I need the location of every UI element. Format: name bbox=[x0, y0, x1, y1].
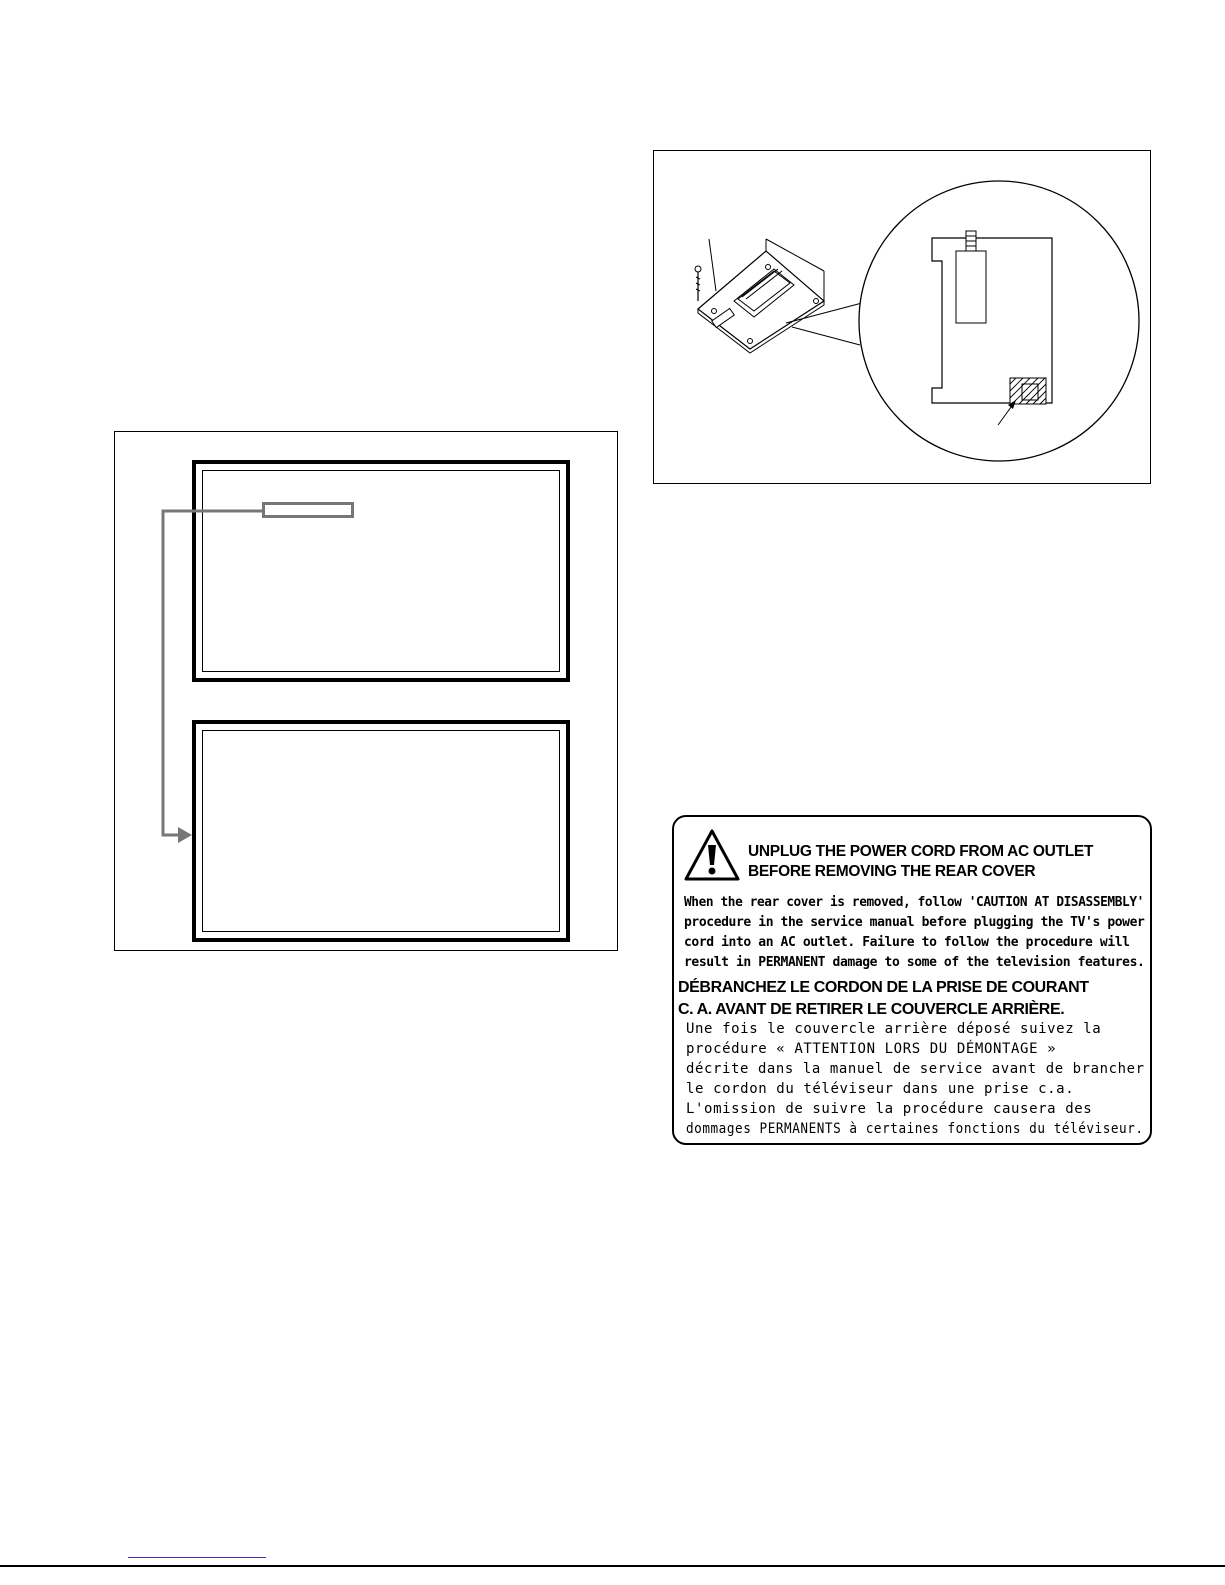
caution-body-fr-line-4: le cordon du téléviseur dans une prise c.a. bbox=[686, 1081, 1075, 1097]
caution-body-en-line-2: procedure in the service manual before plugging the TV's power bbox=[684, 915, 1145, 930]
caution-body-fr-line-6: dommages PERMANENTS à certaines fonctions du téléviseur. bbox=[686, 1121, 1144, 1137]
caution-heading-fr-line-1: DÉBRANCHEZ LE CORDON DE LA PRISE DE COURANT bbox=[678, 979, 1089, 996]
board-illustration bbox=[654, 151, 1150, 483]
footer-link-underline[interactable] bbox=[128, 1557, 266, 1558]
caution-body-en-line-4: result in PERMANENT damage to some of the television features. bbox=[684, 955, 1145, 970]
caution-body-fr-line-1: Une fois le couvercle arrière déposé suivez la bbox=[686, 1021, 1102, 1037]
tv-screen-bottom-inner bbox=[202, 730, 560, 932]
menu-item-highlight bbox=[262, 502, 354, 518]
caution-heading-en-line-1: UNPLUG THE POWER CORD FROM AC OUTLET bbox=[748, 843, 1094, 860]
caution-body-fr-line-2: procédure « ATTENTION LORS DU DÉMONTAGE » bbox=[686, 1041, 1057, 1057]
caution-body-en-line-1: When the rear cover is removed, follow 'CAUTION AT DISASSEMBLY' bbox=[684, 895, 1144, 910]
tv-screen-bottom bbox=[192, 720, 570, 942]
warning-triangle-exclamation-icon bbox=[684, 829, 740, 881]
board-zoom-figure bbox=[653, 150, 1151, 484]
screw-icon bbox=[695, 266, 701, 301]
caution-body-en-line-3: cord into an AC outlet. Failure to follow the procedure will bbox=[684, 935, 1130, 950]
caution-label bbox=[672, 815, 1152, 1145]
caution-body-fr-line-5: L'omission de suivre la procédure causera des bbox=[686, 1101, 1093, 1117]
tv-screen-top-inner bbox=[202, 470, 560, 672]
caution-heading-en-line-2: BEFORE REMOVING THE REAR COVER bbox=[748, 863, 1036, 880]
footer-rule bbox=[0, 1565, 1225, 1567]
caution-heading-fr-line-2: C. A. AVANT DE RETIRER LE COUVERCLE ARRIÈRE. bbox=[678, 1001, 1065, 1018]
screen-flow-figure bbox=[114, 431, 618, 951]
caution-body-fr-line-3: décrite dans la manuel de service avant de brancher bbox=[686, 1061, 1145, 1077]
tv-screen-top bbox=[192, 460, 570, 682]
